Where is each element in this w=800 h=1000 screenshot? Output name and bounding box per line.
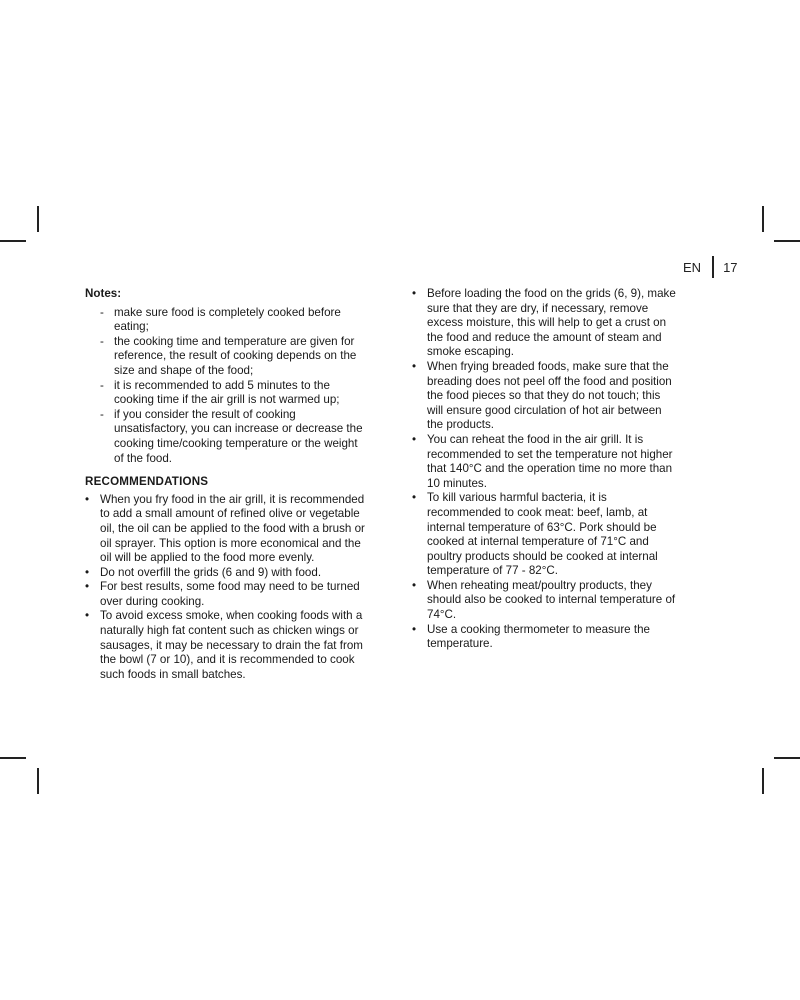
bullet-marker: • <box>412 622 417 636</box>
recommendation-text: To kill various harmful bacteria, it is recommended to cook meat: beef, lamb, at internal temperature of 63°C. Pork should be cooked at internal temperature of 71°C and poultry products should be cooked at internal temperature of 77 - 82°C. <box>427 491 658 578</box>
list-item <box>412 433 677 491</box>
crop-mark-top-right-horizontal <box>774 240 800 242</box>
list-item <box>85 335 365 379</box>
list-item <box>412 360 677 433</box>
language-code: EN <box>683 259 702 275</box>
crop-mark-bottom-right-horizontal <box>774 757 800 759</box>
recommendation-text: Before loading the food on the grids (6, 9), make sure that they are dry, if necessary, remove excess moisture, this will help to get a crust on the food and reduce the amount of steam and smoke escaping. <box>427 287 676 359</box>
page-number: 17 <box>723 259 738 275</box>
crop-mark-bottom-right-vertical <box>762 768 764 794</box>
crop-mark-top-right-vertical <box>762 206 764 232</box>
list-item <box>85 306 365 335</box>
note-text: the cooking time and temperature are given for reference, the result of cooking depends on the size and shape of the food; <box>114 334 357 377</box>
dash-marker: - <box>100 407 104 421</box>
crop-mark-bottom-left-vertical <box>37 768 39 794</box>
dash-marker: - <box>100 305 104 319</box>
recommendation-text: Use a cooking thermometer to measure the temperature. <box>427 622 650 651</box>
dash-marker: - <box>100 334 104 348</box>
list-item <box>412 579 677 623</box>
header-divider <box>712 256 714 278</box>
recommendation-text: When reheating meat/poultry products, they should also be cooked to internal temperature of 74°C. <box>427 578 676 622</box>
list-item <box>85 609 365 682</box>
recommendation-text: When frying breaded foods, make sure that the breading does not peel off the food and position the food pieces so that they do not touch; this will ensure good circulation of hot air between the products. <box>427 359 672 432</box>
note-text: if you consider the result of cooking unsatisfactory, you can increase or decrease the cooking time/cooking temperature or the weight of the food. <box>114 407 363 465</box>
recommendation-text: For best results, some food may need to be turned over during cooking. <box>100 580 360 608</box>
recommendations-title: RECOMMENDATIONS <box>85 475 209 489</box>
left-column <box>85 287 365 682</box>
recommendation-text: Do not overfill the grids (6 and 9) with food. <box>100 565 322 579</box>
recommendation-text: To avoid excess smoke, when cooking foods with a naturally high fat content such as chicken wings or sausages, it may be necessary to drain the fat from the bowl (7 or 10), and it is recommended to cook such foods in small batches. <box>100 609 363 681</box>
crop-mark-bottom-left-horizontal <box>0 757 26 759</box>
bullet-marker: • <box>412 578 417 592</box>
recommendation-text: You can reheat the food in the air grill. It is recommended to set the temperature not higher that 140°C and the operation time no more than 10 minutes. <box>427 432 673 490</box>
bullet-marker: • <box>412 287 417 300</box>
bullet-marker: • <box>412 432 417 446</box>
list-item <box>412 491 677 579</box>
page-header <box>683 256 738 278</box>
note-text: it is recommended to add 5 minutes to the cooking time if the air grill is not warmed up; <box>114 378 340 407</box>
recommendations-list-left <box>85 493 365 683</box>
crop-mark-top-left-horizontal <box>0 240 26 242</box>
bullet-marker: • <box>412 491 417 505</box>
list-item <box>85 566 365 581</box>
recommendation-text: When you fry food in the air grill, it is recommended to add a small amount of refined olive or vegetable oil, the oil can be applied to the food with a brush or oil sprayer. This option is more economical and the oil will be applied to the food more evenly. <box>100 492 365 565</box>
list-item <box>85 580 365 609</box>
bullet-marker: • <box>85 492 90 506</box>
notes-list <box>85 306 365 467</box>
bullet-marker: • <box>85 609 90 623</box>
list-item <box>85 379 365 408</box>
bullet-marker: • <box>85 580 90 594</box>
list-item <box>412 623 677 652</box>
bullet-marker: • <box>412 359 417 373</box>
note-text: make sure food is completely cooked before eating; <box>114 305 341 334</box>
recommendations-list-right <box>412 287 677 652</box>
dash-marker: - <box>100 378 104 392</box>
list-item <box>85 493 365 566</box>
list-item <box>85 408 365 466</box>
right-column <box>412 287 677 652</box>
bullet-marker: • <box>85 565 90 579</box>
list-item <box>412 287 677 360</box>
crop-mark-top-left-vertical <box>37 206 39 232</box>
notes-title: Notes: <box>85 287 122 300</box>
